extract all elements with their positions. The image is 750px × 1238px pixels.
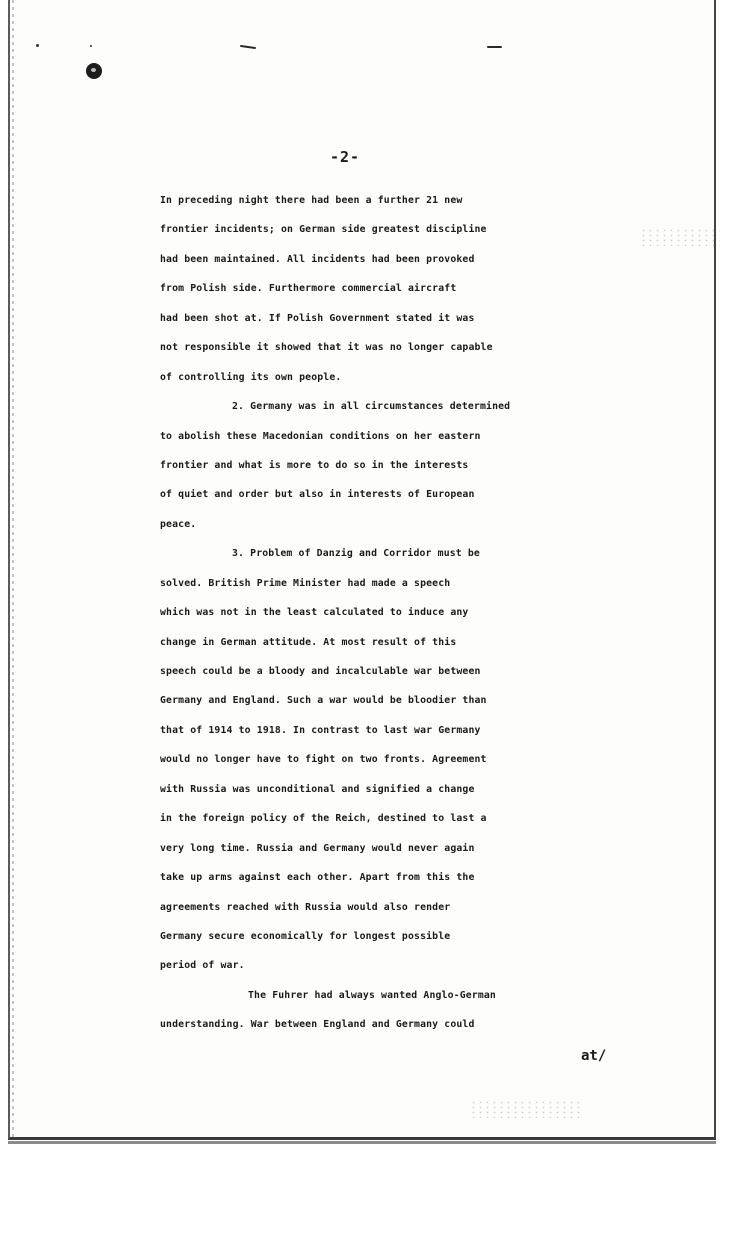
text-line: in the foreign policy of the Reich, destined to last a — [160, 813, 487, 825]
document-body — [160, 186, 660, 1040]
text-line: solved. British Prime Minister had made a speech — [160, 577, 451, 589]
text-line: take up arms against each other. Apart from this the — [160, 872, 475, 884]
text-line: of controlling its own people. — [160, 371, 342, 383]
text-line: In preceding night there had been a further 21 new — [160, 195, 463, 206]
paper-speckle — [470, 1100, 580, 1118]
text-line: had been shot at. If Polish Government stated it was — [160, 312, 475, 324]
text-line: frontier incidents; on German side greatest discipline — [160, 224, 487, 236]
text-line: to abolish these Macedonian conditions on her eastern — [160, 430, 481, 442]
text-line: period of war. — [160, 960, 245, 972]
text-line: from Polish side. Furthermore commercial aircraft — [160, 283, 457, 295]
ink-mark — [487, 46, 502, 48]
text-line: speech could be a bloody and incalculable war between — [160, 666, 481, 677]
text-line: 3. Problem of Danzig and Corridor must be — [232, 548, 480, 560]
text-line: The Fuhrer had always wanted Anglo-German — [248, 989, 496, 1001]
ink-speck — [36, 44, 39, 47]
text-line: change in German attitude. At most result of this — [160, 636, 457, 648]
text-line: that of 1914 to 1918. In contrast to last war Germany — [160, 724, 481, 736]
text-line: understanding. War between England and Germany could — [160, 1019, 475, 1031]
catchword: at/ — [581, 1048, 607, 1064]
page-edge-mark — [12, 0, 14, 1140]
text-line: very long time. Russia and Germany would never again — [160, 842, 475, 854]
text-line: agreements reached with Russia would also render — [160, 901, 451, 913]
text-line: 2. Germany was in all circumstances determined — [232, 401, 511, 413]
text-line: of quiet and order but also in interests of European — [160, 489, 475, 501]
text-line: had been maintained. All incidents had been provoked — [160, 253, 475, 265]
page-number: -2- — [329, 148, 361, 166]
text-line: Germany secure economically for longest possible — [160, 930, 451, 942]
text-line: would no longer have to fight on two fronts. Agreement — [160, 754, 487, 766]
text-line: with Russia was unconditional and signified a change — [160, 783, 475, 795]
text-line: not responsible it showed that it was no longer capable — [160, 342, 493, 354]
text-line: Germany and England. Such a war would be bloodier than — [160, 695, 487, 707]
text-line: which was not in the least calculated to induce any — [160, 607, 469, 619]
ink-speck — [90, 45, 92, 47]
text-line: peace. — [160, 518, 197, 530]
punch-hole-mark — [86, 63, 102, 79]
text-line: frontier and what is more to do so in the interests — [160, 459, 469, 471]
